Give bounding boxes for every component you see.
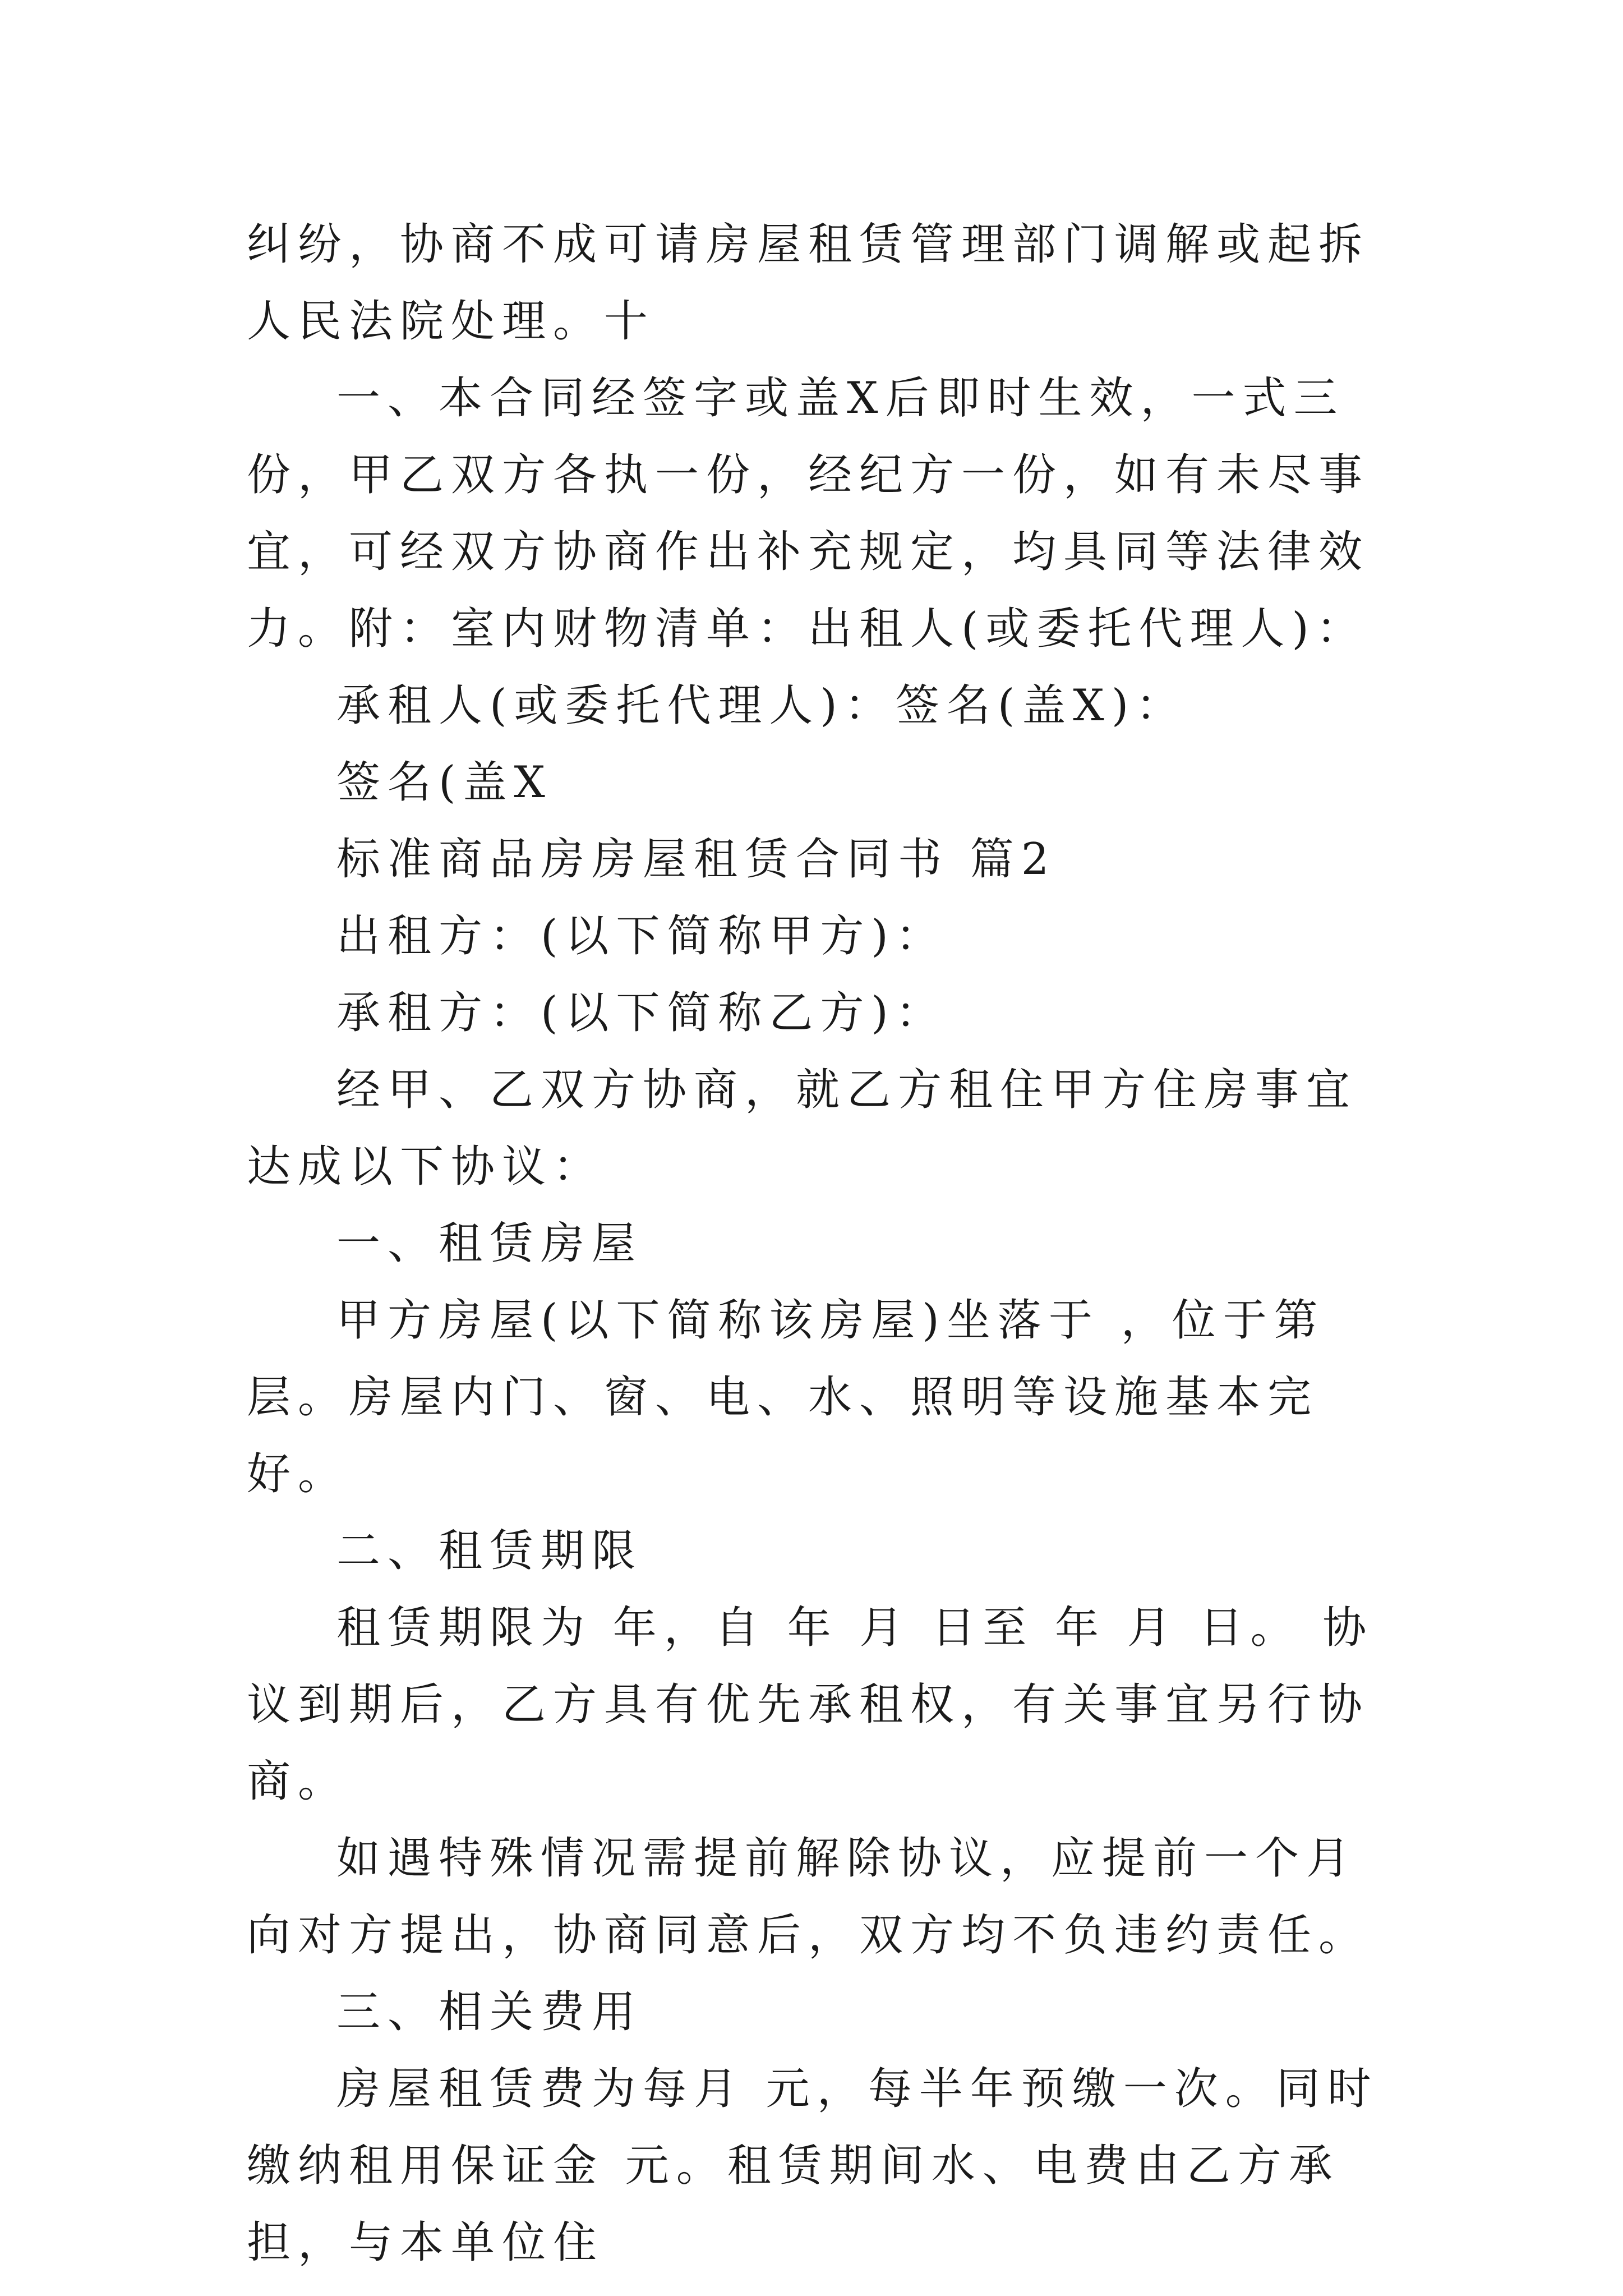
section-heading: 一、租赁房屋: [336, 1218, 643, 1269]
paragraph: 承租人(或委托代理人)：签名(盖X)：: [336, 680, 1187, 731]
paragraph: 承租方：(以下简称乙方)：: [336, 988, 947, 1038]
paragraph: 纠纷，协商不成可请房屋租赁管理部门调解或起拆人民法院处理。十: [247, 219, 1370, 347]
paragraph: 出租方：(以下简称甲方)：: [336, 911, 947, 961]
paragraph: 房屋租赁费为每月 元，每半年预缴一次。同时缴纳租用保证金 元。租赁期间水、电费由乙方承担，与本单位住: [247, 2064, 1378, 2268]
paragraph: 租赁期限为 年，自 年 月 日至 年 月 日。 协议到期后，乙方具有优先承租权，有关事宜另行协商。: [247, 1603, 1374, 1807]
paragraph: 一、本合同经签字或盖X后即时生效，一式三份，甲乙双方各执一份，经纪方一份，如有未尽事宜，可经双方协商作出补充规定，均具同等法律效力。附：室内财物清单：出租人(或委托代理人)：: [247, 373, 1370, 654]
paragraph: 签名(盖X: [336, 757, 552, 808]
paragraph: 如遇特殊情况需提前解除协议，应提前一个月向对方提出，协商同意后，双方均不负违约责任。: [247, 1833, 1370, 1961]
document-body: [247, 206, 1385, 2281]
paragraph: 甲方房屋(以下简称该房屋)坐落于 ，位于第 层。房屋内门、窗、电、水、照明等设施基本完好。: [247, 1295, 1325, 1499]
section-heading: 二、租赁期限: [336, 1526, 643, 1576]
section-heading: 三、相关费用: [336, 1987, 643, 2037]
paragraph: 经甲、乙双方协商，就乙方租住甲方住房事宜达成以下协议：: [247, 1065, 1358, 1192]
section-heading: 标准商品房房屋租赁合同书 篇2: [336, 834, 1057, 885]
